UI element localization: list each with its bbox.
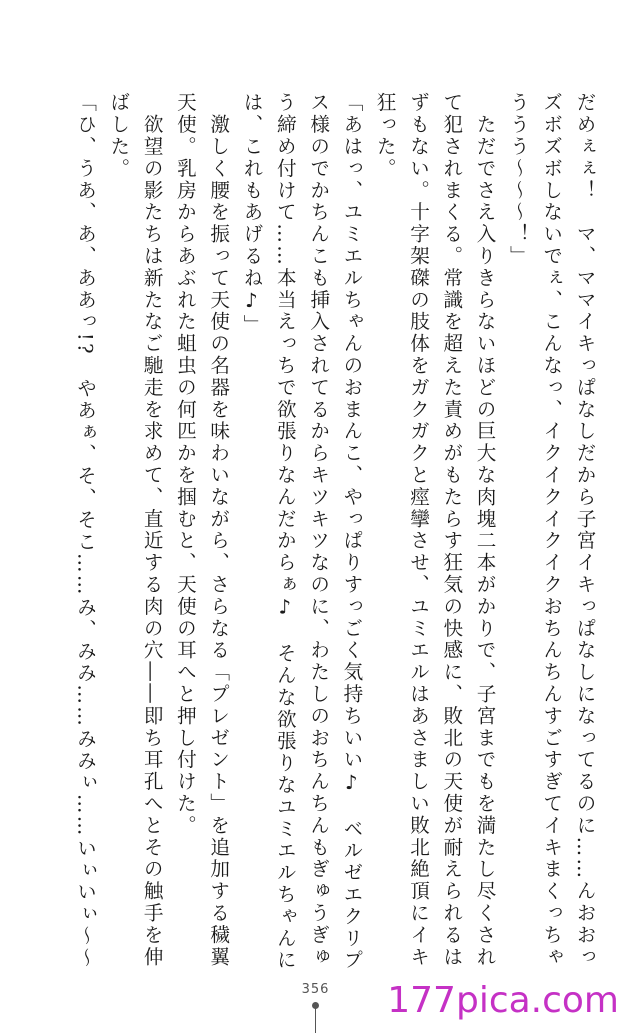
- text-line: ばした。: [106, 92, 130, 180]
- text-line: う締め付けて……本当えっちで欲張りなんだからぁ♪ そんな欲張りなユミエルちゃんに: [273, 92, 297, 972]
- text-line: は、これもあげるね♪」: [240, 92, 264, 337]
- text-line: 欲望の影たちは新たなご馳走を求めて、直近する肉の穴――即ち耳孔へとその触手を伸: [140, 92, 164, 968]
- text-line: ス様のでかちんこも挿入されてるからキツキツなのに、わたしのおちんちんもぎゅうぎゅ: [306, 92, 330, 968]
- page-number: 356: [301, 982, 330, 997]
- text-line: ううう〜〜〜！」: [506, 92, 530, 268]
- text-line: 激しく腰を振って天使の名器を味わいながら、さらなる「プレゼント」を追加する穢翼: [206, 92, 230, 968]
- page-marker-line: [315, 1008, 316, 1033]
- text-line: ただでさえ入りきらないほどの巨大な肉塊二本がかりで、子宮までもを満たし尽くされ: [473, 92, 497, 968]
- text-line: て犯されまくる。常識を超えた責めがもたらす狂気の快感に、敗北の天使が耐えられるは: [439, 92, 463, 968]
- text-line: だめぇぇ！ マ、ママイキっぱなしだから子宮イキっぱなしになってるのに……んおおっ: [573, 92, 596, 968]
- vertical-text-body: [68, 92, 601, 972]
- text-line: ずもない。十字架磔の肢体をガクガクと痙攣させ、ユミエルはあさましい敗北絶頂にイキ: [406, 92, 430, 968]
- text-line: ズボズボしないでぇ、こんなっ、イクイクイクイクおちんちんすごすぎてイキまくっちゃ: [539, 92, 563, 968]
- text-line: 「ひ、うあ、あ、ああっ!? やあぁ、そ、そこ……み、みみ……みみぃ……いぃいぃ〜〜: [73, 92, 97, 970]
- watermark: 177pica.com: [387, 980, 619, 1021]
- text-line: 天使。乳房からあぶれた蛆虫の何匹かを掴むと、天使の耳へと押し付けた。: [173, 92, 197, 837]
- text-line: 狂った。: [373, 92, 397, 180]
- text-line: 「あはっ、ユミエルちゃんのおまんこ、やっぱりすっごく気持ちいい♪ ベルゼエクリプ: [339, 92, 363, 972]
